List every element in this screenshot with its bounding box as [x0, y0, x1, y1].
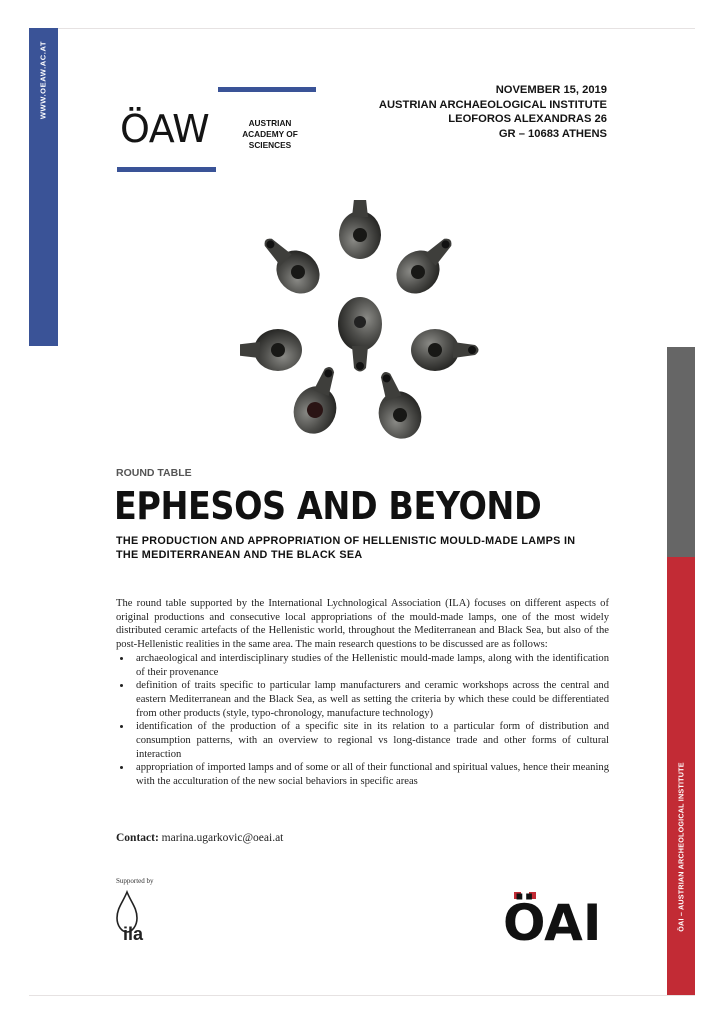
oaw-logo: ÖAW — [120, 107, 210, 151]
contact-line — [116, 832, 283, 844]
left-blue-strip — [29, 28, 58, 346]
right-gray-strip — [667, 347, 695, 557]
list-item: • appropriation of imported lamps and of some or all of their functional and spiritual values, hence their meaning with the acculturation of the new social behaviors in specific areas — [132, 761, 609, 788]
kicker-round-table: ROUND TABLE — [116, 467, 192, 479]
top-rule — [29, 28, 695, 29]
lamp-upper-left — [252, 226, 329, 303]
academy-line: SCIENCES — [248, 140, 292, 150]
list-item: • definition of traits specific to particular lamp manufacturers and ceramic workshops across the central and eastern Mediterranean and the Black Sea, as well as setting the criteria by which these could be differentiated from other products (style, typo-chronology, manufacture technology) — [132, 679, 609, 720]
lamp-left — [240, 329, 302, 371]
ila-logo-text: ila — [123, 924, 144, 944]
logo-bottom-bar — [117, 167, 216, 172]
page-title: EPHESOS AND BEYOND — [114, 484, 542, 528]
page-subtitle: THE PRODUCTION AND APPROPRIATION OF HELLENISTIC MOULD-MADE LAMPS IN THE MEDITERRANEAN AND THE BLACK SEA — [116, 535, 576, 561]
academy-line: ACADEMY OF — [242, 129, 298, 139]
event-venue: AUSTRIAN ARCHAEOLOGICAL INSTITUTE — [378, 98, 607, 111]
event-details — [379, 83, 607, 141]
event-city: GR – 10683 ATHENS — [498, 127, 607, 140]
institute-vertical-label: ÖAI – AUSTRIAN ARCHEOLOGICAL INSTITUTE — [676, 762, 686, 932]
body-text — [116, 597, 609, 789]
list-item: • identification of the production of a specific site in its relation to a particular form of distribution and consumption patterns, with an overview to regional vs long-distance trade and other forms of cultural interaction — [132, 720, 609, 761]
lamp-upper-right — [388, 226, 465, 303]
oai-logo — [503, 890, 613, 946]
contact-email[interactable]: marina.ugarkovic@oeai.at — [161, 832, 284, 844]
lamps-photo — [240, 200, 480, 450]
website-url[interactable]: WWW.OEAW.AC.AT — [38, 40, 48, 120]
lamp-right — [411, 329, 479, 371]
right-red-strip — [667, 557, 695, 995]
oai-logo-text: ÖAI — [503, 894, 602, 946]
academy-line: AUSTRIAN — [248, 118, 292, 128]
research-questions-list — [116, 652, 609, 789]
ila-logo — [113, 888, 161, 946]
event-date: NOVEMBER 15, 2019 — [495, 84, 607, 96]
supported-by-label: Supported by — [116, 877, 154, 885]
intro-paragraph: The round table supported by the International Lychnological Association (ILA) focuses on different aspects of original productions and consecutive local appropriations of the mould-made lamps, one of the most widely distributed ceramic artefacts of the Hellenistic world, throughout the Mediterranean and Black Sea, but also of the post-Hellenistic realities in the same area. The main research questions to be discussed are as follows: — [116, 598, 609, 651]
logo-top-bar — [218, 87, 316, 92]
academy-name — [235, 118, 305, 151]
bottom-rule — [29, 995, 695, 996]
contact-label: Contact: — [116, 832, 159, 844]
list-item: • archaeological and interdisciplinary studies of the Hellenistic mould-made lamps, along with the identification of their provenance — [132, 652, 609, 679]
lamp-lower-right — [365, 365, 428, 445]
event-street: LEOFOROS ALEXANDRAS 26 — [448, 113, 607, 125]
lamp-center — [338, 297, 382, 372]
lamp-top — [339, 200, 381, 259]
lamp-lower-left — [287, 360, 350, 440]
